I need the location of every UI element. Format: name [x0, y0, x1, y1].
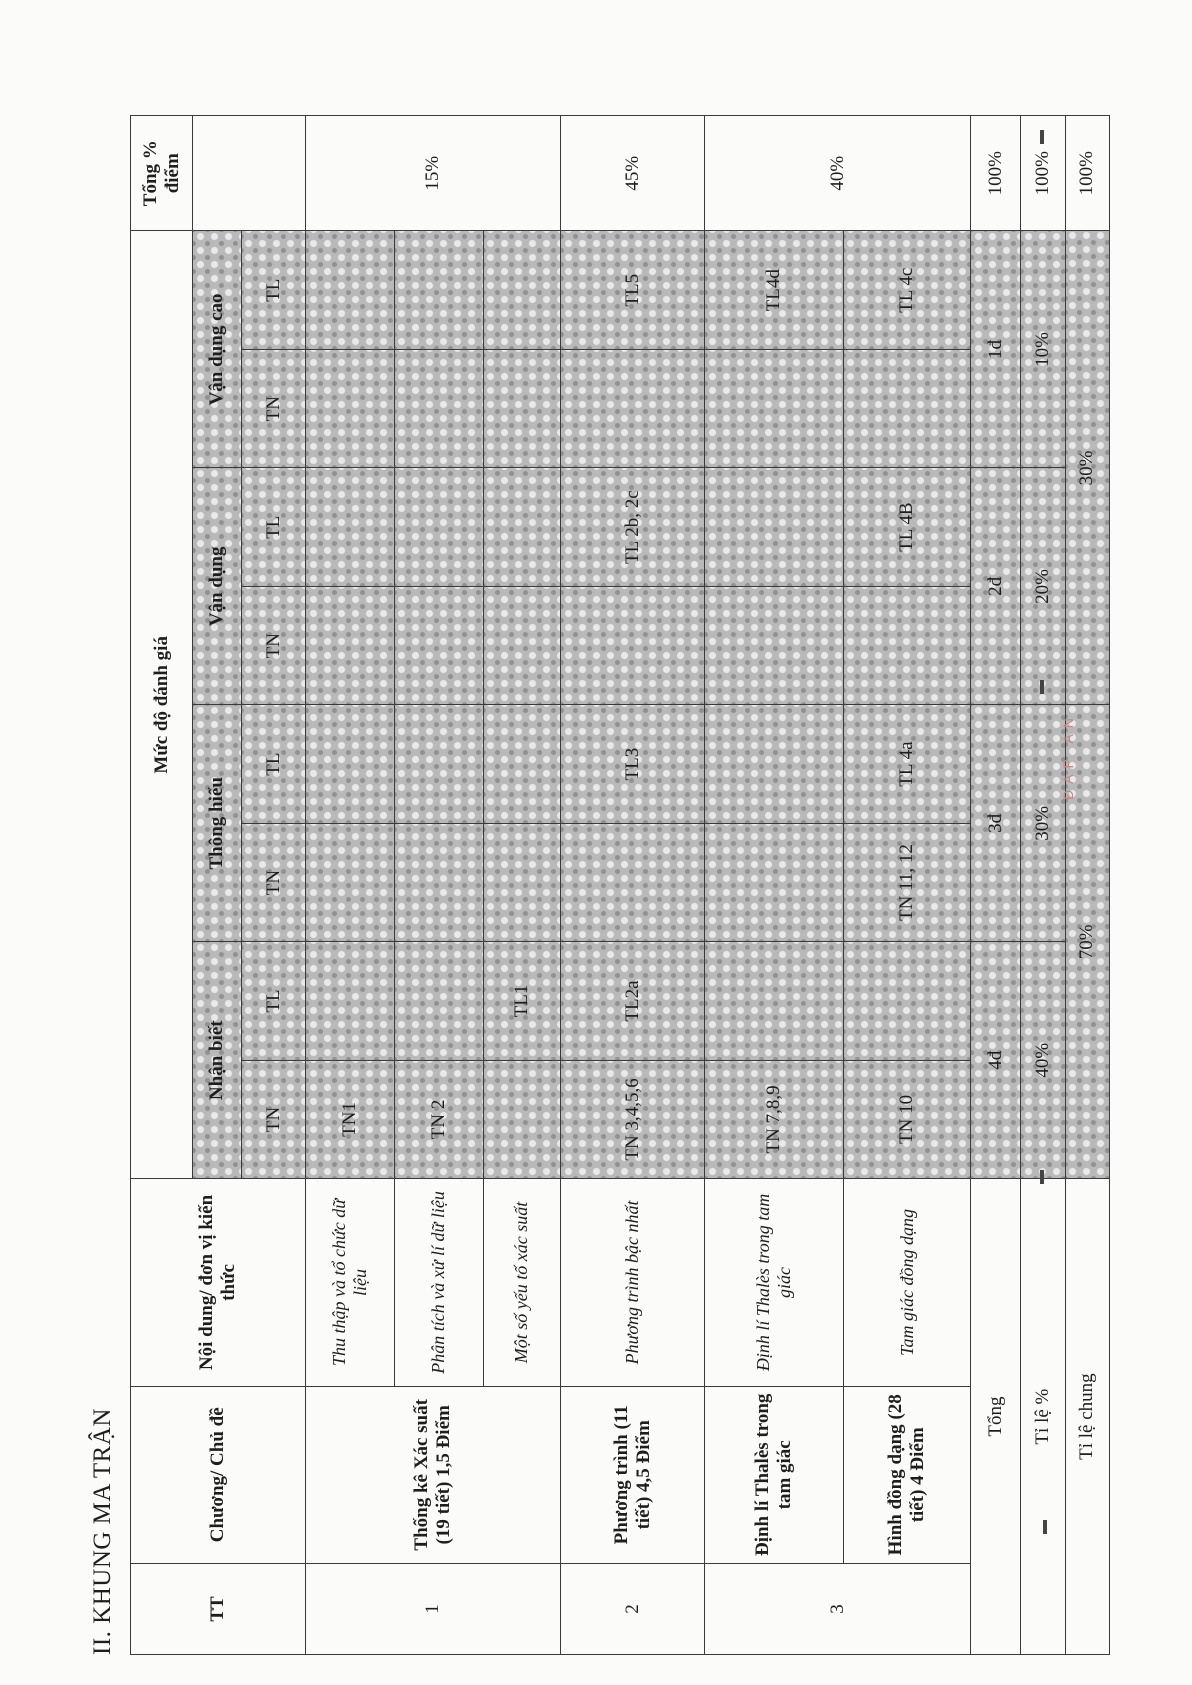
cell-vd-tn [561, 586, 705, 704]
topic-chapter: Phương trình (11 tiết) 4,5 Điểm [561, 1386, 705, 1563]
header-tt: TT [131, 1563, 306, 1654]
header-tn: TN [241, 586, 305, 704]
topic-number: 1 [306, 1563, 561, 1654]
cell-vdc-tn [561, 350, 705, 468]
cell-nb-tn: TN 7,8,9 [705, 1060, 844, 1178]
cell-nb-tl [843, 942, 971, 1060]
cell-vd-tn [306, 586, 395, 704]
summary-ti-le-th: 30% [1021, 705, 1065, 942]
summary-ti-le-vd: 20% [1021, 468, 1065, 705]
header-tn: TN [241, 350, 305, 468]
cell-nb-tn: TN1 [306, 1060, 395, 1178]
scan-tick-mark [1040, 130, 1044, 144]
topic-total: 15% [306, 116, 561, 231]
header-level-thong-hieu: Thông hiểu [193, 705, 242, 942]
summary-ti-le-chung-a: 70% [1065, 705, 1109, 1179]
cell-vd-tn [843, 586, 971, 704]
cell-th-tl [483, 705, 561, 823]
section-title: II. KHUNG MA TRẬN [89, 1408, 116, 1655]
cell-th-tn: TN 11, 12 [843, 823, 971, 941]
cell-vd-tn [394, 586, 483, 704]
rotated-document-page [80, 115, 1110, 1655]
cell-vdc-tn [705, 350, 844, 468]
cell-th-tl [306, 705, 395, 823]
cell-th-tl: TL3 [561, 705, 705, 823]
topic-content: Định lí Thalès trong tam giác [705, 1179, 844, 1387]
cell-nb-tn: TN 10 [843, 1060, 971, 1178]
cell-vd-tn [483, 586, 561, 704]
cell-nb-tn: TN 3,4,5,6 [561, 1060, 705, 1178]
cell-nb-tl [705, 942, 844, 1060]
header-chapter: Chương/ Chủ đề [131, 1386, 306, 1563]
cell-vd-tn [705, 586, 844, 704]
cell-vd-tl [306, 468, 395, 586]
cell-vdc-tl: TL4d [705, 231, 844, 350]
header-total-blank [193, 116, 306, 231]
header-tn: TN [241, 1060, 305, 1178]
cell-vd-tl: TL 4B [843, 468, 971, 586]
topic-chapter-thales: Định lí Thalès trong tam giác [705, 1386, 844, 1563]
topic-total: 45% [561, 116, 705, 231]
cell-vdc-tl: TL 4c [843, 231, 971, 350]
table-row [306, 116, 395, 1655]
summary-row-ti-le [1021, 116, 1065, 1655]
topic-content: Thu thập và tổ chức dữ liệu [306, 1179, 395, 1387]
cell-nb-tl: TL1 [483, 942, 561, 1060]
summary-tong-vd: 2đ [971, 468, 1021, 705]
topic-number: 3 [705, 1563, 971, 1654]
cell-nb-tl [306, 942, 395, 1060]
cell-vdc-tn [394, 350, 483, 468]
cell-vdc-tl [306, 231, 395, 350]
table-row [705, 116, 844, 1655]
cell-vdc-tl: TL5 [561, 231, 705, 350]
header-level-nhan-biet: Nhận biết [193, 942, 242, 1179]
header-tn: TN [241, 823, 305, 941]
topic-content: Phân tích và xử lí dữ liệu [394, 1179, 483, 1387]
cell-th-tn [394, 823, 483, 941]
summary-tong-nb: 4đ [971, 942, 1021, 1179]
cell-th-tn [561, 823, 705, 941]
summary-label: Tỉ lệ chung [1065, 1179, 1109, 1655]
header-total-percent: Tổng % điểm [131, 116, 193, 231]
header-tl: TL [241, 705, 305, 823]
cell-vd-tl: TL 2b, 2c [561, 468, 705, 586]
table-row [561, 116, 705, 1655]
summary-ti-le-vdc: 10% [1021, 231, 1065, 468]
cell-th-tl: TL 4a [843, 705, 971, 823]
cell-th-tl [394, 705, 483, 823]
cell-vd-tl [705, 468, 844, 586]
scan-tick-mark [1043, 1520, 1047, 1534]
header-level-van-dung-cao: Vận dụng cao [193, 231, 242, 468]
cell-th-tn [705, 823, 844, 941]
topic-chapter: Thống kê Xác suất (19 tiết) 1,5 Điểm [306, 1386, 561, 1563]
header-tl: TL [241, 942, 305, 1060]
header-row-levels [131, 116, 193, 1655]
topic-total: 40% [705, 116, 971, 231]
cell-th-tn [483, 823, 561, 941]
cell-nb-tl: TL2a [561, 942, 705, 1060]
scan-tick-mark [1040, 680, 1044, 694]
summary-tong-total: 100% [971, 116, 1021, 231]
summary-ti-le-chung-total: 100% [1065, 116, 1109, 231]
topic-content: Tam giác đồng dạng [843, 1179, 971, 1387]
table-row [843, 116, 971, 1655]
cell-nb-tn [483, 1060, 561, 1178]
cell-nb-tl [394, 942, 483, 1060]
summary-row-tong [971, 116, 1021, 1655]
header-content: Nội dung/ đơn vị kiến thức [131, 1179, 306, 1387]
cell-th-tl [705, 705, 844, 823]
topic-chapter-dong-dang: Hình đồng dạng (28 tiết) 4 Điểm [843, 1386, 971, 1563]
summary-row-ti-le-chung [1065, 116, 1109, 1655]
header-tl: TL [241, 468, 305, 586]
assessment-matrix-table [130, 115, 1110, 1655]
cell-nb-tn: TN 2 [394, 1060, 483, 1178]
summary-tong-vdc: 1đ [971, 231, 1021, 468]
cell-vdc-tl [483, 231, 561, 350]
cell-vdc-tn [483, 350, 561, 468]
cell-th-tn [306, 823, 395, 941]
summary-ti-le-total: 100% [1021, 116, 1065, 231]
cell-vd-tl [394, 468, 483, 586]
cell-vd-tl [483, 468, 561, 586]
topic-content: Phương trình bậc nhất [561, 1179, 705, 1387]
cell-vdc-tn [306, 350, 395, 468]
topic-content: Một số yếu tố xác suất [483, 1179, 561, 1387]
cell-vdc-tn [843, 350, 971, 468]
summary-label: Tổng [971, 1179, 1021, 1655]
summary-tong-th: 3đ [971, 705, 1021, 942]
summary-ti-le-chung-b: 30% [1065, 231, 1109, 705]
summary-ti-le-nb: 40% [1021, 942, 1065, 1179]
topic-number: 2 [561, 1563, 705, 1654]
cell-vdc-tl [394, 231, 483, 350]
header-level-van-dung: Vận dụng [193, 468, 242, 705]
scan-tick-mark [1040, 1170, 1044, 1184]
faint-red-mark: ĐÁP ÁN [1060, 712, 1076, 800]
header-tl: TL [241, 231, 305, 350]
header-assessment-levels: Mức độ đánh giá [131, 231, 193, 1179]
summary-label: Tỉ lệ % [1021, 1179, 1065, 1655]
